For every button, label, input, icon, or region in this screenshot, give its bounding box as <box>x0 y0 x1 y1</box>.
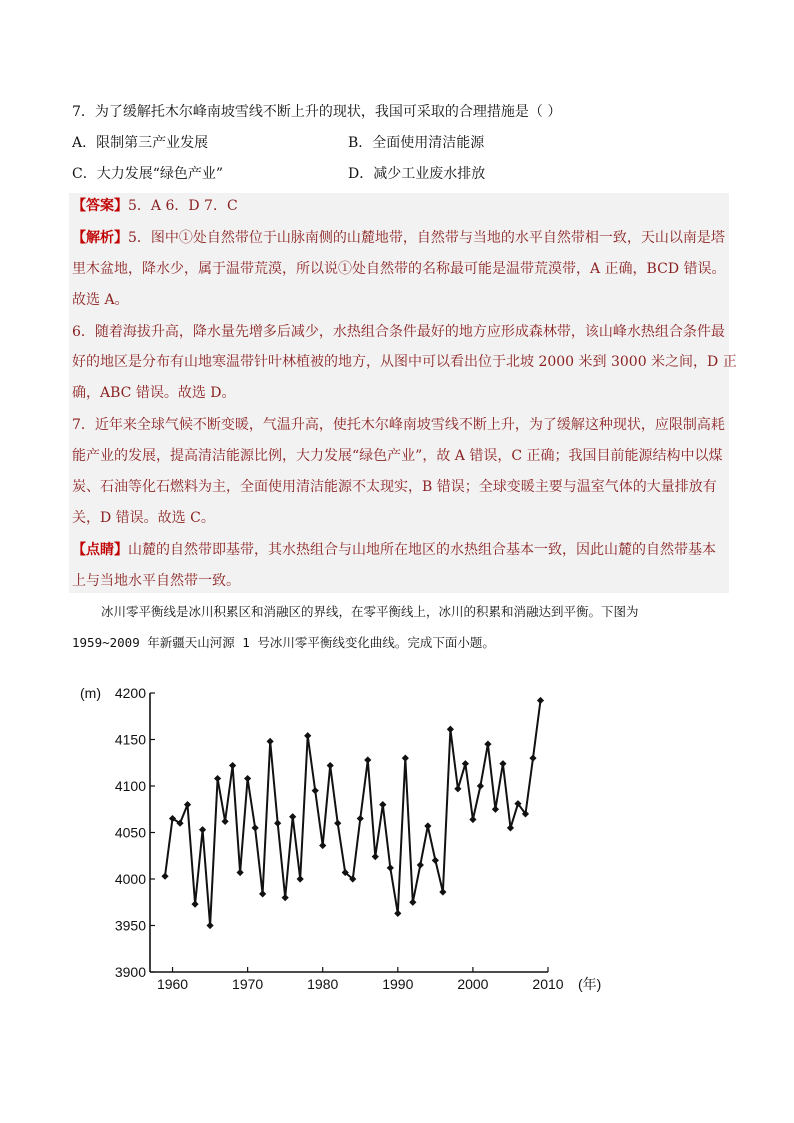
data-point <box>289 813 296 820</box>
data-point <box>424 822 431 829</box>
data-point <box>469 816 476 823</box>
analysis-line-9: 炭、石油等化石燃料为主，全面使用清洁能源不太现实，B 错误；全球变暖主要与温室气体的大量排放有 <box>72 479 717 495</box>
data-point <box>439 888 446 895</box>
data-point <box>267 738 274 745</box>
data-point <box>394 910 401 917</box>
chart-axes <box>80 685 601 992</box>
data-point <box>229 762 236 769</box>
y-tick-label: 4100 <box>114 778 146 794</box>
x-tick-label: 2010 <box>532 976 564 992</box>
data-point <box>499 760 506 767</box>
x-tick-label: 1990 <box>382 976 414 992</box>
data-point <box>214 775 221 782</box>
data-point <box>199 826 206 833</box>
series-line <box>165 700 541 925</box>
data-point <box>357 815 364 822</box>
data-point <box>447 726 454 733</box>
answer-tag: 【答案】 <box>72 198 128 214</box>
y-tick-label: 4000 <box>114 871 146 887</box>
tip-tag: 【点睛】 <box>72 542 128 558</box>
analysis-line-5: 好的地区是分布有山地寒温带针叶林植被的地方，从图中可以看出位于北坡 2000 米到 3000 米之间，D 正 <box>72 354 737 370</box>
data-point <box>522 810 529 817</box>
data-point <box>327 762 334 769</box>
data-point <box>221 818 228 825</box>
data-point <box>372 853 379 860</box>
data-point <box>274 820 281 827</box>
analysis-line-10: 关，D 错误。故选 C。 <box>72 510 215 526</box>
data-point <box>454 785 461 792</box>
question-7-stem: 7．为了缓解托木尔峰南坡雪线不断上升的现状，我国可采取的合理措施是（ ） <box>72 104 562 120</box>
chart-series <box>161 697 544 929</box>
data-point <box>206 922 213 929</box>
analysis-line-8: 能产业的发展，提高清洁能源比例，大力发展“绿色产业”，故 A 错误，C 正确；我国目前能源结构中以煤 <box>72 448 723 464</box>
data-point <box>304 732 311 739</box>
data-point <box>349 875 356 882</box>
intro-line-1: 冰川零平衡线是冰川积累区和消融区的界线，在零平衡线上，冰川的积累和消融达到平衡。下图为 <box>101 604 639 619</box>
tip-text-1: 山麓的自然带即基带，其水热组合与山地所在地区的水热组合基本一致，因此山麓的自然带基本 <box>128 542 716 558</box>
analysis-line-7: 7．近年来全球气候不断变暖，气温升高，使托木尔峰南坡雪线不断上升，为了缓解这种现状，应限制高耗 <box>72 417 725 433</box>
data-point <box>484 741 491 748</box>
intro-line-2: 1959~2009 年新疆天山河源 1 号冰川零平衡线变化曲线。完成下面小题。 <box>72 635 495 650</box>
data-point <box>312 787 319 794</box>
option-b: B．全面使用清洁能源 <box>348 135 485 151</box>
data-point <box>161 873 168 880</box>
answer-row <box>72 196 238 216</box>
y-tick-label: 4150 <box>114 731 146 748</box>
y-tick-label: 3900 <box>114 964 146 980</box>
tip-line-1 <box>72 540 716 560</box>
analysis-line-1 <box>72 228 725 248</box>
data-point <box>191 901 198 908</box>
analysis-line-4: 6．随着海拔升高，降水量先增多后减少，水热组合条件最好的地方应形成森林带，该山峰水热组合条件最 <box>72 324 725 340</box>
data-point <box>537 697 544 704</box>
option-d: D．减少工业废水排放 <box>348 166 486 182</box>
data-point <box>462 760 469 767</box>
data-point <box>364 756 371 763</box>
analysis-text-1: 5．图中①处自然带位于山脉南侧的山麓地带，自然带与当地的水平自然带相一致，天山以南是塔 <box>128 230 725 246</box>
data-point <box>492 806 499 813</box>
data-point <box>387 864 394 871</box>
x-tick-label: 1960 <box>156 976 189 992</box>
analysis-line-6: 确，ABC 错误。故选 D。 <box>72 385 236 401</box>
data-point <box>176 820 183 827</box>
data-point <box>169 815 176 822</box>
y-axis-label: (m) <box>80 685 101 701</box>
data-point <box>297 875 304 882</box>
data-point <box>184 801 191 808</box>
data-point <box>237 869 244 876</box>
data-point <box>432 857 439 864</box>
data-point <box>514 800 521 807</box>
y-tick-label: 3950 <box>114 917 146 934</box>
x-axis-label: (年) <box>578 976 602 992</box>
y-tick-label: 4200 <box>114 685 146 701</box>
option-c: C．大力发展“绿色产业” <box>72 166 224 182</box>
answer-text: 5．A 6．D 7．C <box>128 198 238 214</box>
data-point <box>342 869 349 876</box>
data-point <box>319 842 326 849</box>
data-point <box>529 755 536 762</box>
data-point <box>402 755 409 762</box>
data-point <box>417 861 424 868</box>
x-tick-label: 1970 <box>232 976 264 992</box>
data-point <box>259 890 266 897</box>
data-point <box>334 820 341 827</box>
data-point <box>507 824 514 831</box>
data-point <box>409 899 416 906</box>
analysis-line-2: 里木盆地，降水少，属于温带荒漠，所以说①处自然带的名称最可能是温带荒漠带，A 正确，BCD 错误。 <box>72 261 726 277</box>
data-point <box>252 824 259 831</box>
analysis-tag: 【解析】 <box>72 230 128 246</box>
data-point <box>244 775 251 782</box>
tip-line-2: 上与当地水平自然带一致。 <box>72 573 240 589</box>
x-tick-label: 1980 <box>307 976 339 992</box>
y-tick-label: 4050 <box>114 824 146 841</box>
data-point <box>477 782 484 789</box>
x-tick-label: 2000 <box>457 976 489 992</box>
data-point <box>282 894 289 901</box>
analysis-line-3: 故选 A。 <box>72 292 129 308</box>
data-point <box>379 801 386 808</box>
option-a: A．限制第三产业发展 <box>72 135 209 151</box>
